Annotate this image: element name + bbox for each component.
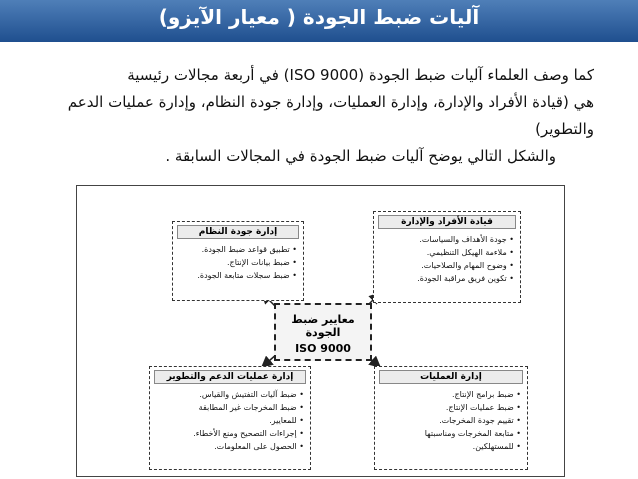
box-system-list <box>179 243 297 282</box>
iso-diagram <box>76 185 565 477</box>
list-item: • الحصول على المعلومات. <box>156 440 304 453</box>
center-iso-box <box>274 303 372 361</box>
list-item: • تطبيق قواعد ضبط الجودة. <box>179 243 297 256</box>
list-item: • تكوين فريق مراقبة الجودة. <box>380 272 514 285</box>
box-operations-title: إدارة العمليات <box>379 370 523 384</box>
paragraph-line-2: هي (قيادة الأفراد والإدارة، وإدارة العمليات، وإدارة جودة النظام، وإدارة عمليات الدعم <box>67 93 594 111</box>
center-title: معايير ضبط الجودة <box>291 313 355 339</box>
box-support-development <box>149 366 311 470</box>
box-leadership <box>373 211 521 303</box>
box-operations <box>374 366 528 470</box>
paragraph-line-1: كما وصف العلماء آليات ضبط الجودة (ISO 9000) في أربعة مجالات رئيسية <box>127 66 594 84</box>
list-item: • جودة الأهداف والسياسات. <box>380 233 514 246</box>
box-system-title: إدارة جودة النظام <box>177 225 299 239</box>
list-item: • ملاءمة الهيكل التنظيمي. <box>380 246 514 259</box>
box-leadership-title: قيادة الأفراد والإدارة <box>378 215 516 229</box>
paragraph-line-4: والشكل التالي يوضح آليات ضبط الجودة في المجالات السابقة . <box>165 147 556 165</box>
list-item: • ضبط سجلات متابعة الجودة. <box>179 269 297 282</box>
list-item: • للمعايير. <box>156 414 304 427</box>
list-item: • متابعة المخرجات ومناسبتها <box>381 427 521 440</box>
intro-paragraph <box>34 62 594 170</box>
box-support-list <box>156 388 304 453</box>
list-item: • ضبط آليات التفتيش والقياس. <box>156 388 304 401</box>
list-item: • ضبط المخرجات غير المطابقة <box>156 401 304 414</box>
slide-title: آليات ضبط الجودة ( معيار الآيزو) <box>158 5 480 29</box>
list-item: • للمستهلكين. <box>381 440 521 453</box>
box-system-quality <box>172 221 304 301</box>
list-item: • ضبط عمليات الإنتاج. <box>381 401 521 414</box>
box-leadership-list <box>380 233 514 285</box>
list-item: • ضبط برامج الإنتاج. <box>381 388 521 401</box>
list-item: • إجراءات التصحيح ومنع الأخطاء. <box>156 427 304 440</box>
list-item: • تقييم جودة المخرجات. <box>381 414 521 427</box>
box-support-title: إدارة عمليات الدعم والتطوير <box>154 370 306 384</box>
box-operations-list <box>381 388 521 453</box>
list-item: • وضوح المهام والصلاحيات. <box>380 259 514 272</box>
title-bar <box>0 0 638 42</box>
paragraph-line-3: والتطوير) <box>535 120 594 138</box>
center-subtitle: ISO 9000 <box>295 342 351 355</box>
list-item: • ضبط بيانات الإنتاج. <box>179 256 297 269</box>
